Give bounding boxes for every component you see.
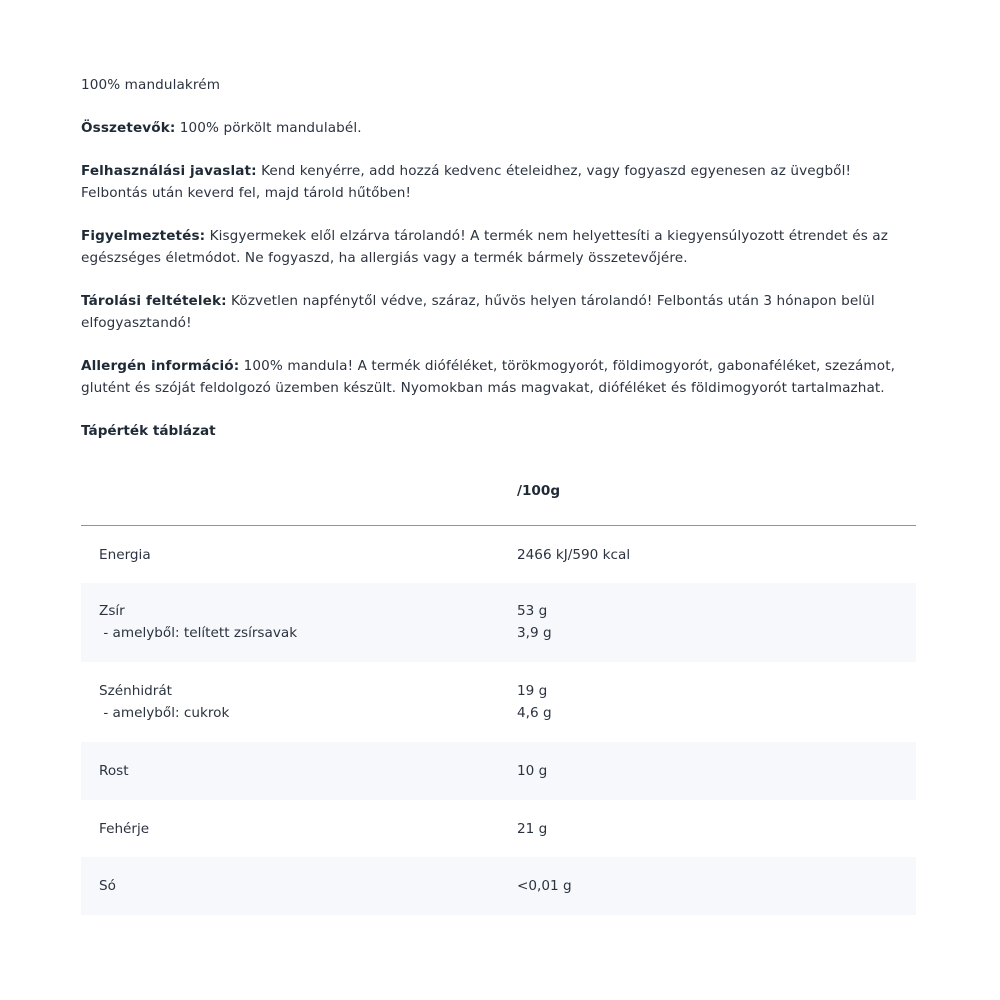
nutrient-name: Fehérje (99, 821, 150, 837)
nutrient-value: 19 g 4,6 g (517, 683, 552, 721)
storage-text: Közvetlen napfénytől védve, száraz, hűvös helyen tárolandó! Felbontás után 3 hónapon belül elfogyasztandó! (81, 293, 875, 331)
nutrient-value: 53 g 3,9 g (517, 603, 552, 641)
nutrition-table-title: Tápérték táblázat (81, 423, 216, 439)
nutrient-value: 10 g (517, 763, 548, 779)
warning-text: Kisgyermekek elől elzárva tárolandó! A termék nem helyettesíti a kiegyensúlyozott étrendet és az egészséges életmódot. Ne fogyaszd, ha allergiás vagy a termék bármely összetevőjére. (81, 228, 888, 266)
table-row (81, 742, 916, 800)
nutrient-name: Só (99, 878, 116, 894)
usage-paragraph (81, 160, 916, 204)
allergen-text: 100% mandula! A termék dióféléket, törökmogyorót, földimogyorót, gabonaféléket, szezámot, glutént és szóját feldolgozó üzemben készült. Nyomokban más magvakat, dióféléket és földimogyorót tartalmazhat. (81, 358, 896, 396)
table-row (81, 857, 916, 915)
ingredients-paragraph (81, 117, 916, 139)
ingredients-label: Összetevők: (81, 120, 176, 136)
intro-text: 100% mandulakrém (81, 77, 221, 93)
nutrient-name: Szénhidrát - amelyből: cukrok (99, 683, 230, 721)
nutrient-value: 21 g (517, 821, 548, 837)
per-100g-header: /100g (517, 483, 561, 499)
nutrient-value: <0,01 g (517, 878, 572, 894)
table-row (81, 526, 916, 583)
ingredients-text: 100% pörkölt mandulabél. (175, 120, 362, 136)
table-row (81, 583, 916, 662)
table-row (81, 800, 916, 857)
usage-label: Felhasználási javaslat: (81, 163, 257, 179)
table-row (81, 662, 916, 742)
nutrient-name: Rost (99, 763, 129, 779)
warning-label: Figyelmeztetés: (81, 228, 206, 244)
nutrition-table (81, 469, 916, 915)
nutrient-value: 2466 kJ/590 kcal (517, 547, 631, 563)
allergen-paragraph (81, 355, 916, 399)
storage-label: Tárolási feltételek: (81, 293, 227, 309)
nutrient-name: Energia (99, 547, 151, 563)
nutrient-name: Zsír - amelyből: telített zsírsavak (99, 603, 298, 641)
storage-paragraph (81, 290, 916, 334)
warning-paragraph (81, 225, 916, 269)
product-description (81, 74, 916, 442)
nutrition-table-header (81, 469, 916, 526)
usage-text: Kend kenyérre, add hozzá kedvenc ételeidhez, vagy fogyaszd egyenesen az üvegből! Felbontás után keverd fel, majd tárold hűtőben! (81, 163, 852, 201)
allergen-label: Allergén információ: (81, 358, 240, 374)
